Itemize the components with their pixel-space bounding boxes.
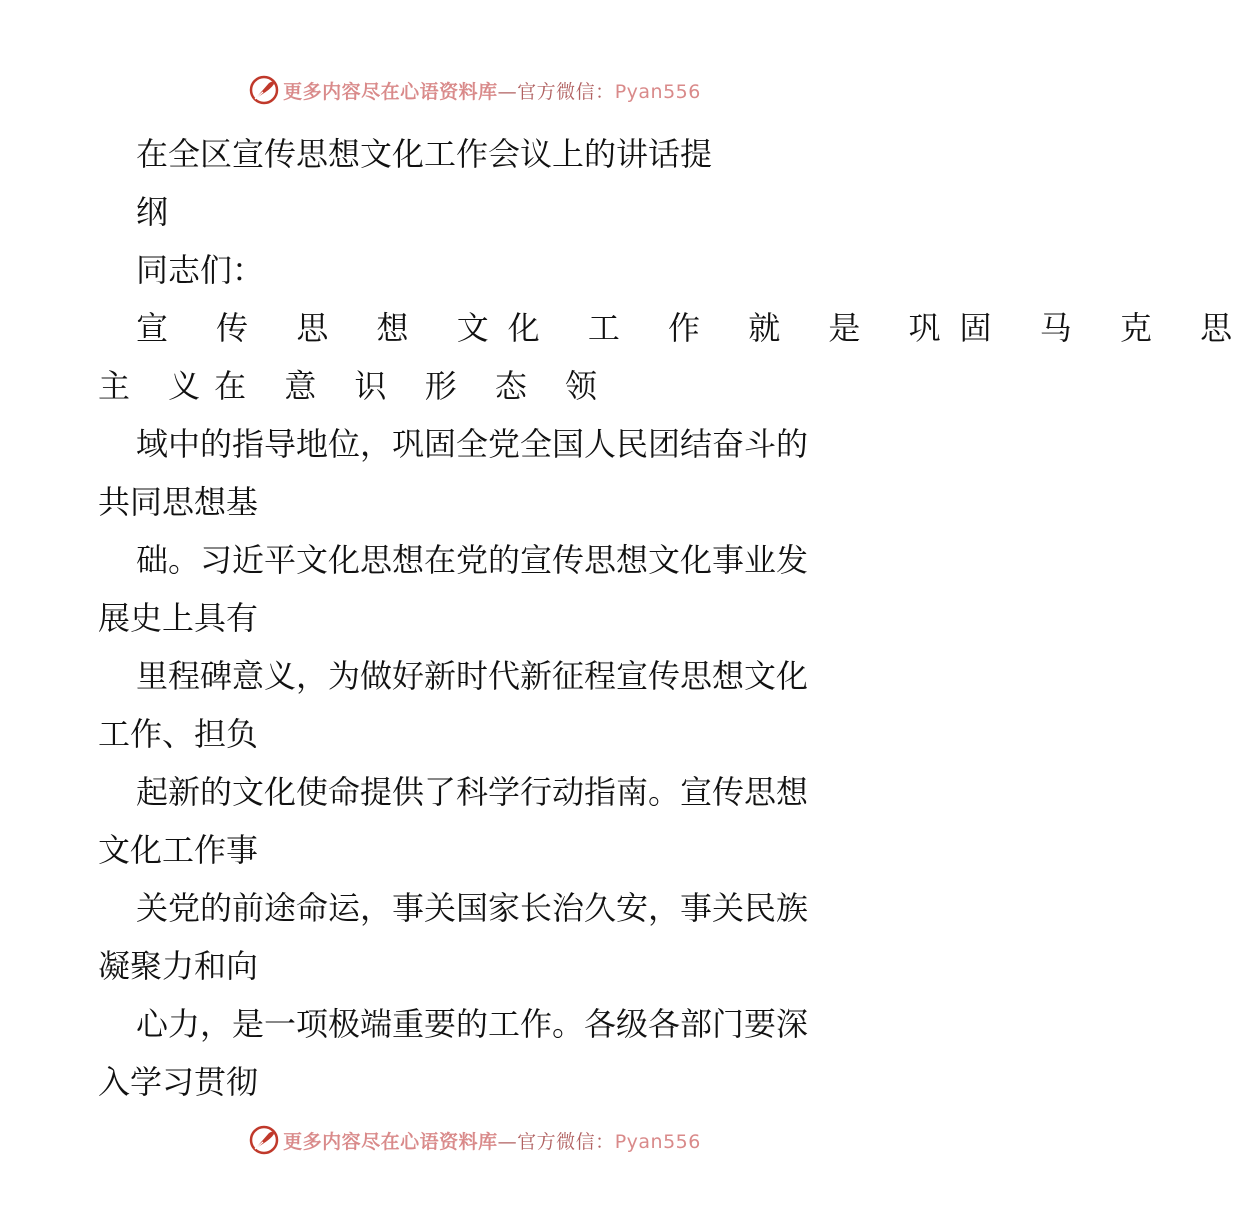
header-watermark — [0, 70, 950, 110]
paragraph-line: 文化工作事 — [98, 831, 259, 869]
title-line: 在全区宣传思想文化工作会议上的讲话提 — [136, 135, 713, 173]
watermark-text — [283, 1127, 701, 1154]
paragraph-line: 凝聚力和向 — [98, 947, 259, 985]
watermark-text — [283, 77, 701, 104]
watermark-id: Pyan556 — [614, 1130, 701, 1153]
paragraph-line: 工作、担负 — [98, 715, 259, 753]
feather-pen-logo-icon — [249, 1125, 279, 1155]
paragraph-line: 入学习贯彻 — [98, 1063, 259, 1101]
watermark-label: 官方微信： — [517, 1130, 615, 1153]
title-line: 纲 — [136, 193, 169, 231]
paragraph-line: 共同思想基 — [98, 483, 259, 521]
feather-pen-logo-icon — [249, 75, 279, 105]
paragraph-line: 关党的前途命运，事关国家长治久安，事关民族 — [136, 889, 809, 927]
footer-watermark — [0, 1120, 950, 1160]
watermark-separator: — — [497, 80, 518, 103]
paragraph-line: 域中的指导地位，巩固全党全国人民团结奋斗的 — [136, 425, 809, 463]
paragraph-line: 起新的文化使命提供了科学行动指南。宣传思想 — [136, 773, 809, 811]
watermark-main: 更多内容尽在心语资料库 — [283, 80, 498, 103]
paragraph-line: 础。习近平文化思想在党的宣传思想文化事业发 — [136, 541, 809, 579]
watermark-id: Pyan556 — [614, 80, 701, 103]
watermark-main: 更多内容尽在心语资料库 — [283, 1130, 498, 1153]
paragraph-line: 心力，是一项极端重要的工作。各级各部门要深 — [136, 1005, 809, 1043]
paragraph-line: 宣 传 思 想 文化 工 作 就 是 巩固 马 克 思 — [136, 309, 1251, 347]
paragraph-line: 展史上具有 — [98, 599, 259, 637]
paragraph-line: 主 义在 意 识 形 态 领 — [98, 367, 612, 405]
watermark-separator: — — [497, 1130, 518, 1153]
salutation: 同志们： — [136, 251, 265, 289]
paragraph-line: 里程碑意义，为做好新时代新征程宣传思想文化 — [136, 657, 809, 695]
document-body — [98, 125, 1251, 1111]
watermark-label: 官方微信： — [517, 80, 615, 103]
